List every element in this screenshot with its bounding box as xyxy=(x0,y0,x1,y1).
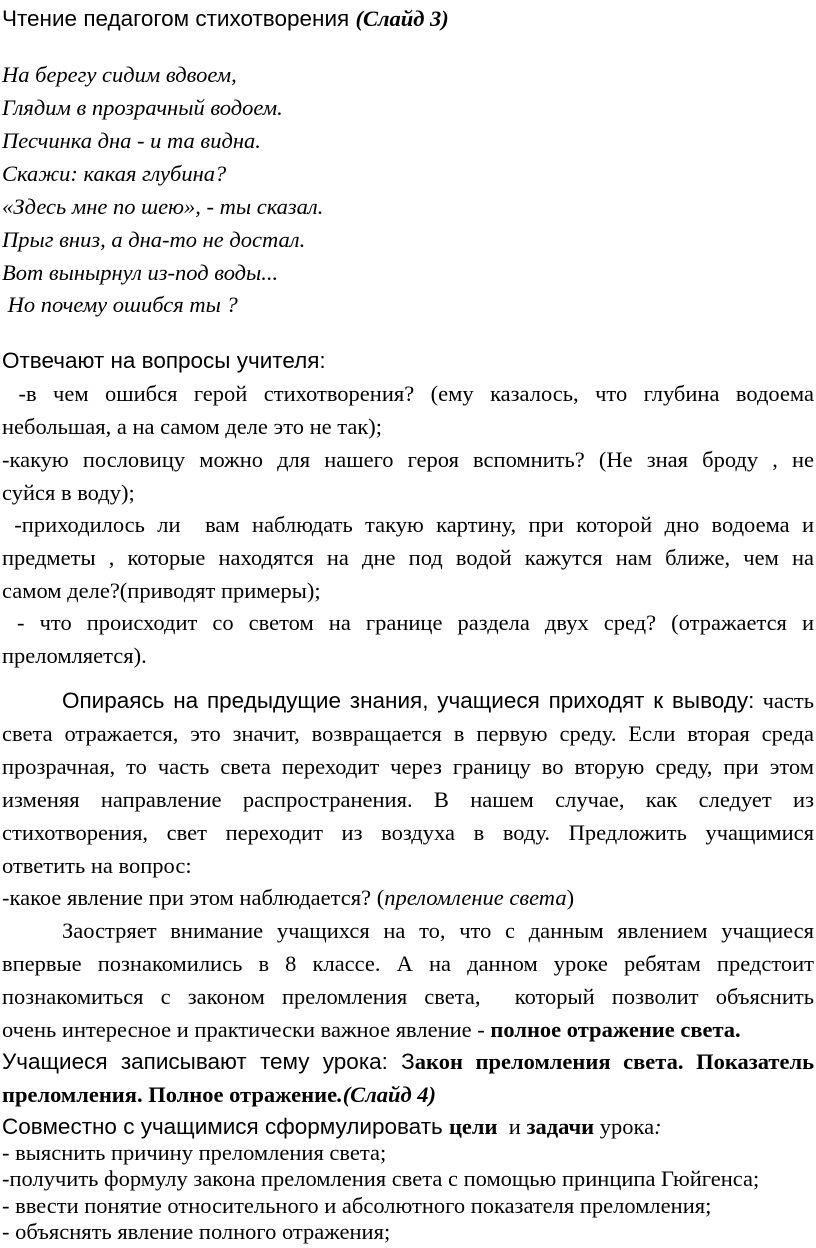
slide-reference: (Слайд 3) xyxy=(355,6,449,31)
poem-line: Прыг вниз, а дна-то не достал. xyxy=(2,227,306,252)
answer-line: -какую пословицу можно для нашего героя вспомнить? (Не зная броду , не xyxy=(2,447,814,472)
answer-line: суйся в воду); xyxy=(2,480,135,505)
poem-line: Глядим в прозрачный водоем. xyxy=(2,95,283,120)
section-heading: Чтение педагогом стихотворения (Слайд 3) xyxy=(2,6,449,31)
topic-line: преломления. Полное отражение.(Слайд 4) xyxy=(2,1082,437,1107)
key-term: полное отражение света. xyxy=(490,1017,741,1042)
poem-line: На берегу сидим вдвоем, xyxy=(2,62,237,87)
paragraph-line: изменяя направление распространения. В нашем случае, как следует из xyxy=(2,787,814,812)
goals-intro: Совместно с учащимися сформулировать цели и задачи урока: xyxy=(2,1114,662,1139)
poem-line: Песчинка дна - и та видна. xyxy=(2,128,261,153)
answer-line: самом деле?(приводят примеры); xyxy=(2,578,321,603)
paragraph-line: впервые познакомились в 8 классе. А на данном уроке ребятам предстоит xyxy=(2,951,814,976)
goal-item: -получить формулу закона преломления света с помощью принципа Гюйгенса; xyxy=(2,1166,760,1191)
answer-line: - что происходит со светом на границе раздела двух сред? (отражается и xyxy=(2,610,814,635)
paragraph-line: Опираясь на предыдущие знания, учащиеся приходят к выводу: часть xyxy=(62,688,814,713)
paragraph-line: очень интересное и практически важное явление - полное отражение света. xyxy=(2,1017,741,1042)
answer-line: -приходилось ли вам наблюдать такую картину, при которой дно водоема и xyxy=(2,512,814,537)
answer-line: -в чем ошибся герой стихотворения? (ему казалось, что глубина водоема xyxy=(2,381,814,406)
goal-item: - объяснять явление полного отражения; xyxy=(2,1219,391,1244)
answer-line: небольшая, а на самом деле это не так); xyxy=(2,414,383,439)
question-line: -какое явление при этом наблюдается? (преломление света) xyxy=(2,885,575,910)
paragraph-line: ответить на вопрос: xyxy=(2,853,192,878)
answers-title: Отвечают на вопросы учителя: xyxy=(2,348,326,373)
answer-line: преломляется). xyxy=(2,643,147,668)
paragraph-line: Заостряет внимание учащихся на то, что с данным явлением учащиеся xyxy=(62,918,814,943)
goal-item: - ввести понятие относительного и абсолютного показателя преломления; xyxy=(2,1193,712,1218)
slide-reference: .(Слайд 4) xyxy=(337,1082,437,1107)
topic-line: Учащиеся записывают тему урока: Закон преломления света. Показатель xyxy=(2,1049,814,1074)
paragraph-line: стихотворения, свет переходит из воздуха в воду. Предложить учащимися xyxy=(2,820,814,845)
poem-line: Вот вынырнул из-под воды... xyxy=(2,260,279,285)
question-answer: преломление света xyxy=(384,885,567,910)
paragraph-line: познакомиться с законом преломления света, который позволит объяснить xyxy=(2,984,814,1009)
paragraph-line: прозрачная, то часть света переходит через границу во вторую среду, при этом xyxy=(2,754,814,779)
poem-line: Но почему ошибся ты ? xyxy=(2,292,238,317)
poem-line: Скажи: какая глубина? xyxy=(2,161,227,186)
paragraph-line: света отражается, это значит, возвращается в первую среду. Если вторая среда xyxy=(2,721,814,746)
goal-item: - выяснить причину преломления света; xyxy=(2,1140,387,1165)
poem-line: «Здесь мне по шею», - ты сказал. xyxy=(2,194,324,219)
answer-line: предметы , которые находятся на дне под водой кажутся нам ближе, чем на xyxy=(2,545,814,570)
